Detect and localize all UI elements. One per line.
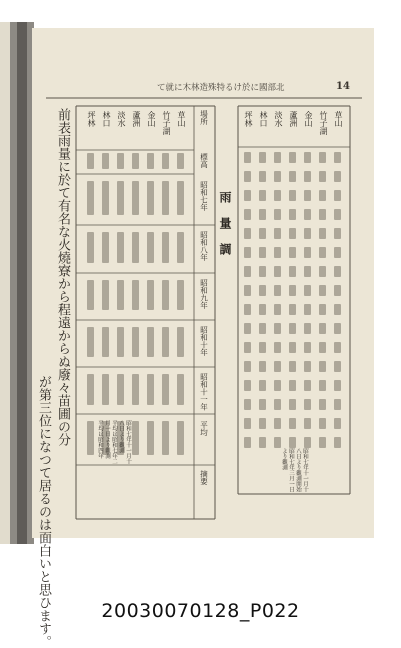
left-station-1: 草山 — [177, 111, 186, 127]
right-station-1: 草山 — [334, 111, 343, 127]
left-header-cell-1: 場所 — [199, 110, 209, 125]
left-header-cell-4: 昭和八年 — [199, 231, 209, 261]
left-station-5: 淡水 — [117, 111, 126, 127]
left-header-cell-2: 標高 — [199, 153, 209, 168]
left-header-cell-6: 昭和十年 — [199, 326, 209, 356]
left-station-7: 坪林 — [87, 111, 96, 127]
running-head: て就に木林造殊特るけ於に國部北 — [157, 83, 285, 93]
right-station-3: 金山 — [304, 111, 313, 127]
right-station-6: 林口 — [259, 111, 268, 127]
left-table-annotation: 昭和七年十一月十八日より觀測 平均は昭和七年二月一日より觀測 平均は昭和四年 — [97, 420, 131, 464]
right-station-5: 淡水 — [274, 111, 283, 127]
image-caption: 20030070128_P022 — [101, 600, 300, 622]
body-text-line-2: が第三位になつて居るのは面白いと思ひます。 — [36, 375, 51, 648]
right-station-4: 蘆洲 — [289, 111, 298, 127]
left-header-cell-8: 平均 — [199, 421, 209, 436]
right-table-annotation: 昭和七年十一月十八日より觀測開始 昭和七年三月一日より觀測 — [281, 448, 308, 492]
left-station-3: 金山 — [147, 111, 156, 127]
left-header-cell-9: 摘要 — [199, 470, 209, 485]
left-station-6: 林口 — [102, 111, 111, 127]
body-text-line-1: 前表雨量に於て有名な火燒寮から程遠からぬ廢々苗圃の分 — [55, 108, 70, 446]
right-table-title: 雨量調 — [218, 191, 232, 269]
left-station-2: 竹子湖 — [162, 111, 171, 135]
right-station-7: 坪林 — [244, 111, 253, 127]
left-header-cell-5: 昭和九年 — [199, 279, 209, 309]
page-number: 14 — [336, 81, 350, 92]
right-station-2: 竹子湖 — [319, 111, 328, 135]
left-header-cell-3: 昭和七年 — [199, 181, 209, 211]
left-station-4: 蘆洲 — [132, 111, 141, 127]
left-header-cell-7: 昭和十一年 — [199, 373, 209, 411]
